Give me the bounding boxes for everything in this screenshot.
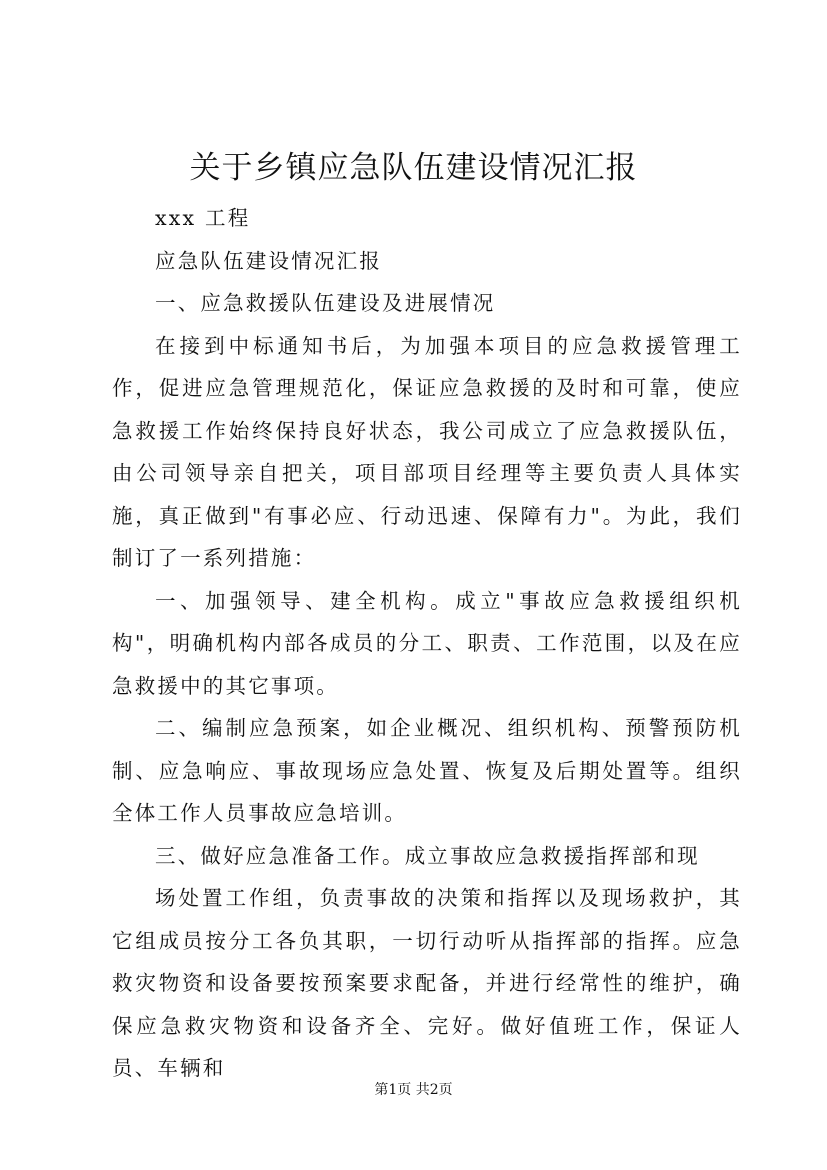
project-line: xxx 工程 bbox=[155, 206, 251, 230]
paragraph: 场处置工作组，负责事故的决策和指挥以及现场救护，其它组成员按分工各负其职，一切行动听从指挥部的指挥。应急救灾物资和设备要按预案要求配备，并进行经常性的维护，确保应急救灾物资和设备齐全、完好。做好值班工作，保证人员、车辆和 bbox=[112, 886, 742, 1080]
section-heading: 一、应急救援队伍建设及进展情况 bbox=[155, 291, 496, 315]
paragraph: 在接到中标通知书后，为加强本项目的应急救援管理工作，促进应急管理规范化，保证应急救援的及时和可靠，使应急救援工作始终保持良好状态，我公司成立了应急救援队伍，由公司领导亲自把关，项目部项目经理等主要负责人具体实施，真正做到"有事必应、行动迅速、保障有力"。为此，我们制订了一系列措施： bbox=[112, 333, 742, 570]
paragraph: 二、编制应急预案，如企业概况、组织机构、预警预防机制、应急响应、事故现场应急处置、恢复及后期处置等。组织全体工作人员事故应急培训。 bbox=[112, 716, 742, 825]
paragraph: 一、加强领导、建全机构。成立"事故应急救援组织机构"，明确机构内部各成员的分工、职责、工作范围，以及在应急救援中的其它事项。 bbox=[112, 588, 742, 698]
document-title: 关于乡镇应急队伍建设情况汇报 bbox=[189, 150, 638, 186]
subtitle-line: 应急队伍建设情况汇报 bbox=[155, 248, 382, 273]
document-body bbox=[112, 197, 742, 1090]
paragraph: 三、做好应急准备工作。成立事故应急救援指挥部和现 bbox=[155, 843, 700, 868]
page-number-footer: 第1页 共2页 bbox=[374, 1082, 453, 1098]
